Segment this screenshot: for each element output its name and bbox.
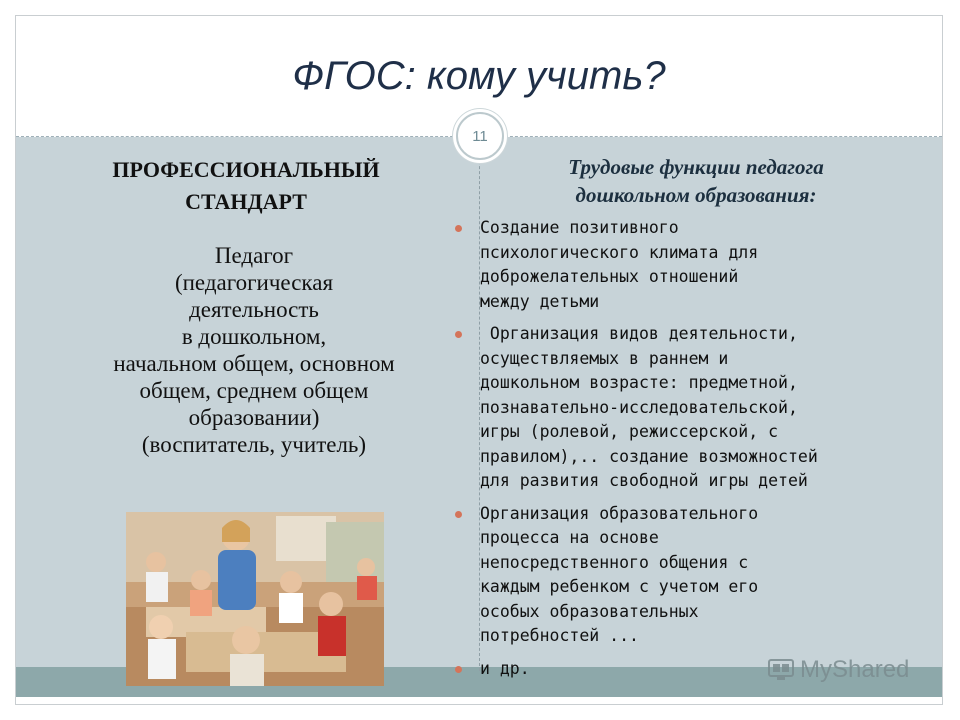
classroom-photo: [126, 512, 384, 686]
left-body: [40, 242, 468, 458]
list-item-line: правилом),.. создание возможностей: [480, 446, 818, 466]
bullet-dot: [455, 225, 462, 232]
left-body-line: начальном общем, основном: [113, 351, 395, 376]
list-item-line: психологического климата для: [480, 242, 759, 262]
bullet-list: [480, 216, 940, 689]
slide-number: 11: [472, 127, 488, 145]
left-heading: ПРОФЕССИОНАЛЬНЫЙ СТАНДАРТ: [112, 157, 380, 214]
list-item-line: между детьми: [480, 291, 600, 311]
slide-title: ФГОС: кому учить?: [292, 54, 666, 98]
bullet-dot: [455, 511, 462, 518]
list-item-line: познавательно-исследовательской,: [480, 397, 798, 417]
right-heading: [486, 153, 906, 209]
left-body-line: (педагогическая: [174, 270, 334, 295]
list-item-line: непосредственного общения с: [480, 552, 749, 572]
list-item: [480, 322, 940, 494]
list-item-line: для развития свободной игры детей: [480, 471, 808, 490]
left-body-line: в дошкольном,: [181, 324, 327, 349]
myshared-watermark[interactable]: [768, 656, 909, 684]
list-item-line: потребностей ...: [480, 626, 639, 645]
myshared-logo-icon: [768, 659, 794, 681]
list-item-line: игры (ролевой, режиссерской, с: [480, 422, 779, 441]
right-heading-line: Трудовые функции педагога: [568, 155, 824, 179]
list-item-line: процесса на основе: [480, 528, 659, 547]
bullet-dot: [455, 331, 462, 338]
list-item-line: Организация видов деятельности,: [480, 324, 798, 343]
list-item-line: и др.: [480, 658, 530, 678]
list-item-line: особых образовательных: [480, 601, 699, 621]
left-body-line: деятельность: [189, 297, 319, 322]
slide: [15, 15, 943, 705]
right-heading-line: дошкольном образования:: [575, 183, 817, 207]
left-body-line: образовании): [188, 405, 320, 430]
list-item-line: Организация образовательного: [480, 503, 759, 523]
list-item-line: доброжелательных отношений: [480, 267, 739, 286]
classroom-photo-illustration: [126, 512, 384, 686]
list-item: [480, 216, 940, 314]
left-body-line: (воспитатель, учитель): [141, 432, 367, 457]
left-body-line: общем, среднем общем: [139, 378, 369, 403]
list-item: [480, 502, 940, 649]
list-item-line: осуществляемых в раннем и: [480, 348, 729, 368]
bullet-dot: [455, 666, 462, 673]
list-item-line: Создание позитивного: [480, 218, 679, 237]
bottom-strip: [16, 697, 942, 705]
list-item-line: дошкольном возрасте: предметной,: [480, 373, 798, 392]
list-item-line: каждым ребенком с учетом его: [480, 577, 759, 596]
left-body-line: Педагог: [214, 243, 294, 268]
watermark-text: MyShared: [800, 656, 910, 683]
